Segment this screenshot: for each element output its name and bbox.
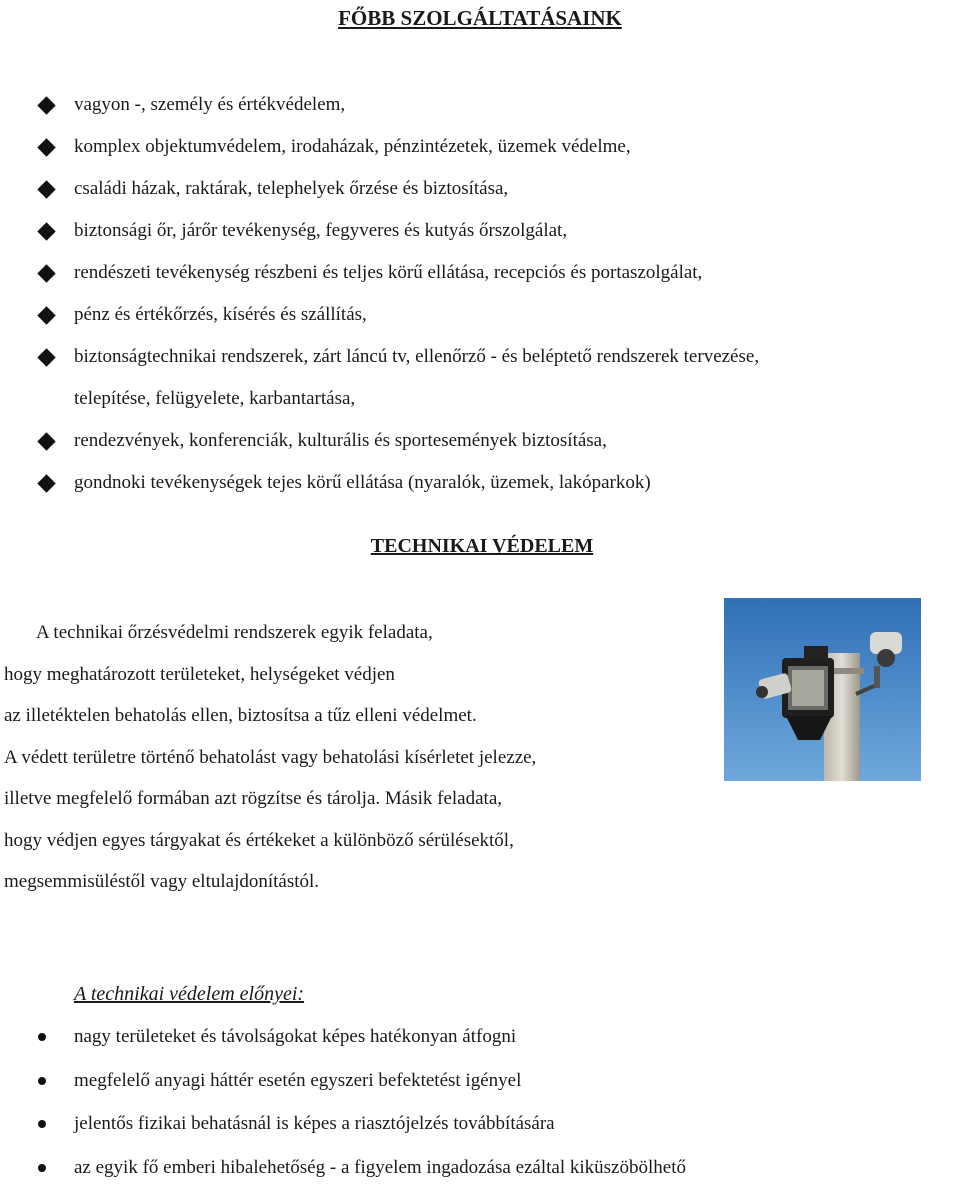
technical-paragraph (4, 612, 704, 903)
list-item-text: gondnoki tevékenységek tejes körű ellátása (nyaralók, üzemek, lakóparkok) (74, 472, 651, 493)
list-item-text: telepítése, felügyelete, karbantartása, (74, 388, 355, 409)
paragraph-line: hogy meghatározott területeket, helységeket védjen (4, 654, 704, 696)
diamond-bullet-icon (37, 474, 55, 492)
list-item-text: nagy területeket és távolságokat képes hatékonyan átfogni (74, 1026, 516, 1047)
list-item (40, 210, 960, 252)
technical-title: TECHNIKAI VÉDELEM (0, 532, 960, 560)
list-item (36, 1059, 956, 1103)
list-item (40, 294, 960, 336)
paragraph-line: A védett területre történő behatolást vagy behatolási kísérletet jelezze, (4, 737, 704, 779)
dot-bullet-icon (38, 1033, 46, 1041)
advantages-heading: A technikai védelem előnyei: (74, 980, 304, 1008)
list-item-continuation (40, 378, 960, 420)
list-item-text: rendészeti tevékenység részbeni és teljes körű ellátása, recepciós és portaszolgálat, (74, 262, 702, 283)
list-item-text: rendezvények, konferenciák, kulturális és sportesemények biztosítása, (74, 430, 607, 451)
list-item (36, 1102, 956, 1146)
list-item (40, 420, 960, 462)
list-item-text: megfelelő anyagi háttér esetén egyszeri befektetést igényel (74, 1070, 521, 1091)
list-item (36, 1015, 956, 1059)
list-item-text: pénz és értékőrzés, kísérés és szállítás, (74, 304, 367, 325)
diamond-bullet-icon (37, 306, 55, 324)
dot-bullet-icon (38, 1077, 46, 1085)
services-title: FŐBB SZOLGÁLTATÁSAINK (0, 4, 960, 32)
list-item (40, 168, 960, 210)
list-item-text: biztonságtechnikai rendszerek, zárt láncú tv, ellenőrző - és beléptető rendszerek tervezése, (74, 346, 759, 367)
diamond-bullet-icon (37, 96, 55, 114)
list-item (40, 252, 960, 294)
dot-bullet-icon (38, 1164, 46, 1172)
list-item (36, 1146, 956, 1189)
list-item (40, 84, 960, 126)
paragraph-line: az illetéktelen behatolás ellen, biztosítsa a tűz elleni védelmet. (4, 695, 704, 737)
security-camera-photo (724, 598, 921, 781)
list-item (40, 126, 960, 168)
list-item (40, 336, 960, 378)
advantages-list (36, 1015, 956, 1189)
services-list (40, 84, 960, 504)
list-item-text: komplex objektumvédelem, irodaházak, pénzintézetek, üzemek védelme, (74, 136, 631, 157)
list-item-text: biztonsági őr, járőr tevékenység, fegyveres és kutyás őrszolgálat, (74, 220, 567, 241)
diamond-bullet-icon (37, 138, 55, 156)
dot-bullet-icon (38, 1120, 46, 1128)
list-item-text: vagyon -, személy és értékvédelem, (74, 94, 345, 115)
diamond-bullet-icon (37, 222, 55, 240)
list-item-text: az egyik fő emberi hibalehetőség - a figyelem ingadozása ezáltal kiküszöbölhető (74, 1157, 686, 1178)
paragraph-line: megsemmisüléstől vagy eltulajdonítástól. (4, 861, 704, 903)
paragraph-line: hogy védjen egyes tárgyakat és értékeket a különböző sérülésektől, (4, 820, 704, 862)
diamond-bullet-icon (37, 180, 55, 198)
list-item-text: jelentős fizikai behatásnál is képes a riasztójelzés továbbítására (74, 1113, 555, 1134)
list-item-text: családi házak, raktárak, telephelyek őrzése és biztosítása, (74, 178, 508, 199)
diamond-bullet-icon (37, 432, 55, 450)
diamond-bullet-icon (37, 264, 55, 282)
list-item (40, 462, 960, 504)
paragraph-line: A technikai őrzésvédelmi rendszerek egyik feladata, (4, 612, 704, 654)
paragraph-line: illetve megfelelő formában azt rögzítse és tárolja. Másik feladata, (4, 778, 704, 820)
diamond-bullet-icon (37, 348, 55, 366)
